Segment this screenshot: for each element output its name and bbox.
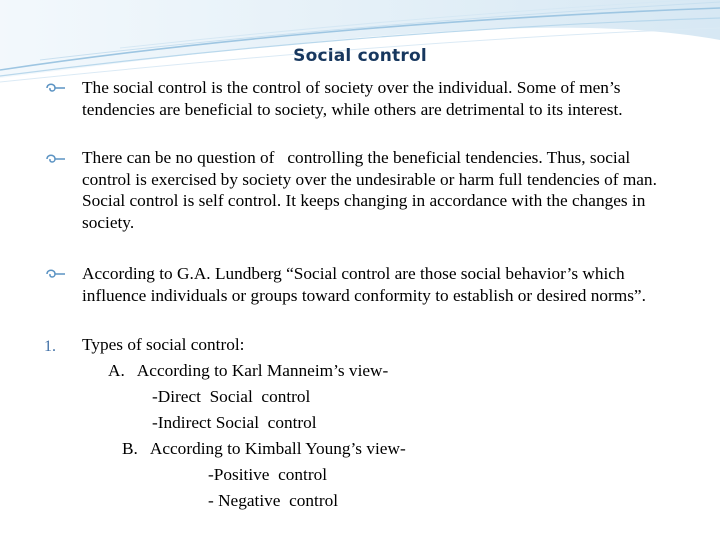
type-b-item: - Negative control bbox=[208, 491, 339, 510]
bullet-text: There can be no question of controlling the beneficial tendencies. Thus, social control is exercised by society over the undesirable or harm full tendencies of man. Social control is self control. It keeps changing in accordance with the changes in society. bbox=[82, 148, 662, 232]
type-b-item: -Positive control bbox=[208, 465, 328, 484]
list-number: 1. bbox=[44, 338, 56, 355]
type-a-item: -Indirect Social control bbox=[152, 413, 317, 432]
type-a-heading: A. According to Karl Manneim’s view- bbox=[108, 361, 389, 380]
type-a-item: -Direct Social control bbox=[152, 387, 311, 406]
bullet-text: According to G.A. Lundberg “Social control are those social behavior’s which influence individuals or groups toward conformity to establish or desired norms”. bbox=[82, 264, 646, 305]
bullet-swirl-icon bbox=[44, 151, 68, 167]
bullet-swirl-icon bbox=[44, 266, 68, 282]
types-heading: Types of social control: bbox=[82, 335, 245, 354]
slide-title: Social control bbox=[293, 46, 427, 66]
bullet-text: The social control is the control of society over the individual. Some of men’s tendencies are beneficial to society, while others are detrimental to its interest. bbox=[82, 78, 623, 119]
type-b-heading: B. According to Kimball Young’s view- bbox=[122, 439, 406, 458]
bullet-swirl-icon bbox=[44, 80, 68, 96]
